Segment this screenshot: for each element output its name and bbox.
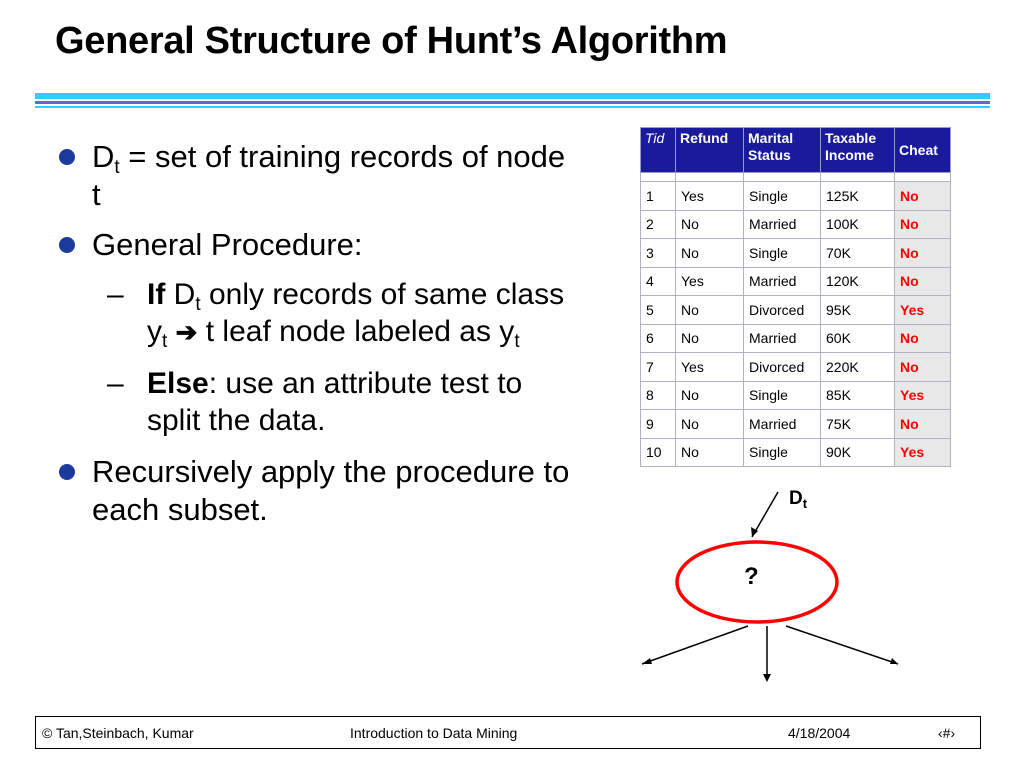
- cell-refund: Yes: [676, 182, 744, 210]
- cell-marital-status: Married: [744, 410, 821, 438]
- table-body: [641, 173, 951, 467]
- tree-input-label: $D_t$: [789, 488, 808, 511]
- header-tid: Tid: [641, 128, 676, 173]
- cell-marital-status: Single: [744, 182, 821, 210]
- cell-cheat: No: [895, 210, 951, 238]
- title-rule-middle: [35, 101, 990, 104]
- cell-refund: No: [676, 324, 744, 352]
- right-arrow-icon: ➔: [175, 317, 198, 347]
- bullet-list: [55, 138, 575, 541]
- branch-right-arrow-head: [890, 658, 898, 664]
- cell-refund: No: [676, 410, 744, 438]
- header-marital-status: Marital Status: [744, 128, 821, 173]
- bullet-dot-icon: [59, 464, 75, 480]
- cell-tid: 1: [641, 182, 676, 210]
- table-row: [641, 267, 951, 295]
- table-row: [641, 296, 951, 324]
- branch-left-arrow-head: [642, 658, 652, 664]
- slide-footer: [35, 716, 981, 749]
- footer-copyright: © Tan,Steinbach, Kumar: [42, 725, 194, 741]
- table-row: [641, 324, 951, 352]
- cell-cheat: No: [895, 324, 951, 352]
- cell-marital-status: Divorced: [744, 296, 821, 324]
- bullet-general-procedure: General Procedure:: [55, 226, 575, 264]
- table-row: [641, 210, 951, 238]
- cell-marital-status: Single: [744, 239, 821, 267]
- bullet-dot-icon: [59, 149, 75, 165]
- title-rule-bottom: [35, 106, 990, 108]
- cell-taxable-income: 70K: [821, 239, 895, 267]
- cell-taxable-income: 95K: [821, 296, 895, 324]
- subbullet-if: – If $D_t$ only records of same class $y_t$ ➔ t leaf node labeled as $y_t$: [107, 278, 565, 352]
- cell-cheat: No: [895, 353, 951, 381]
- cell-tid: 4: [641, 267, 676, 295]
- cell-taxable-income: 220K: [821, 353, 895, 381]
- table-row: [641, 353, 951, 381]
- footer-course-title: Introduction to Data Mining: [350, 725, 518, 741]
- footer-page-number: ‹#›: [938, 725, 956, 741]
- cell-taxable-income: 120K: [821, 267, 895, 295]
- bullet-dt-definition: $D_t$ = set of training records of node t: [55, 138, 575, 214]
- branch-left-line: [642, 626, 748, 664]
- node-question-mark: ?: [744, 563, 759, 590]
- cell-taxable-income: 85K: [821, 381, 895, 409]
- cell-cheat: No: [895, 182, 951, 210]
- branch-right-line: [786, 626, 898, 664]
- table-spacer-row: [641, 173, 951, 182]
- table-row: [641, 438, 951, 467]
- header-taxable-income: Taxable Income: [821, 128, 895, 173]
- cell-cheat: Yes: [895, 381, 951, 409]
- table-row: [641, 410, 951, 438]
- cell-refund: Yes: [676, 353, 744, 381]
- slide-title: General Structure of Hunt’s Algorithm: [55, 20, 728, 62]
- cell-marital-status: Single: [744, 381, 821, 409]
- bullet-dot-icon: [59, 237, 75, 253]
- training-data-table: [640, 127, 951, 467]
- dash-icon: –: [107, 367, 124, 400]
- table-row: [641, 182, 951, 210]
- cell-cheat: No: [895, 267, 951, 295]
- cell-taxable-income: 125K: [821, 182, 895, 210]
- cell-tid: 6: [641, 324, 676, 352]
- cell-refund: No: [676, 381, 744, 409]
- cell-cheat: No: [895, 239, 951, 267]
- cell-cheat: No: [895, 410, 951, 438]
- cell-marital-status: Divorced: [744, 353, 821, 381]
- branch-middle-arrow-head: [763, 674, 771, 682]
- cell-tid: 8: [641, 381, 676, 409]
- decision-tree-diagram: [630, 480, 910, 690]
- cell-taxable-income: 100K: [821, 210, 895, 238]
- cell-marital-status: Married: [744, 267, 821, 295]
- cell-refund: Yes: [676, 267, 744, 295]
- cell-marital-status: Single: [744, 438, 821, 467]
- dash-icon: –: [107, 278, 124, 311]
- table-row: [641, 239, 951, 267]
- cell-tid: 10: [641, 438, 676, 467]
- cell-tid: 5: [641, 296, 676, 324]
- title-rule-top: [35, 93, 990, 99]
- footer-date: 4/18/2004: [788, 725, 851, 741]
- cell-tid: 3: [641, 239, 676, 267]
- cell-tid: 2: [641, 210, 676, 238]
- cell-cheat: Yes: [895, 296, 951, 324]
- header-cheat: Cheat: [895, 128, 951, 173]
- cell-taxable-income: 75K: [821, 410, 895, 438]
- cell-tid: 7: [641, 353, 676, 381]
- cell-taxable-income: 60K: [821, 324, 895, 352]
- bullet-recursively: Recursively apply the procedure to each subset.: [55, 453, 575, 529]
- subbullet-else: – Else: use an attribute test to split the data.: [107, 367, 523, 437]
- cell-tid: 9: [641, 410, 676, 438]
- table-row: [641, 381, 951, 409]
- header-refund: Refund: [676, 128, 744, 173]
- cell-marital-status: Married: [744, 210, 821, 238]
- cell-cheat: Yes: [895, 438, 951, 467]
- cell-refund: No: [676, 239, 744, 267]
- cell-marital-status: Married: [744, 324, 821, 352]
- cell-refund: No: [676, 438, 744, 467]
- cell-taxable-income: 90K: [821, 438, 895, 467]
- cell-refund: No: [676, 296, 744, 324]
- cell-refund: No: [676, 210, 744, 238]
